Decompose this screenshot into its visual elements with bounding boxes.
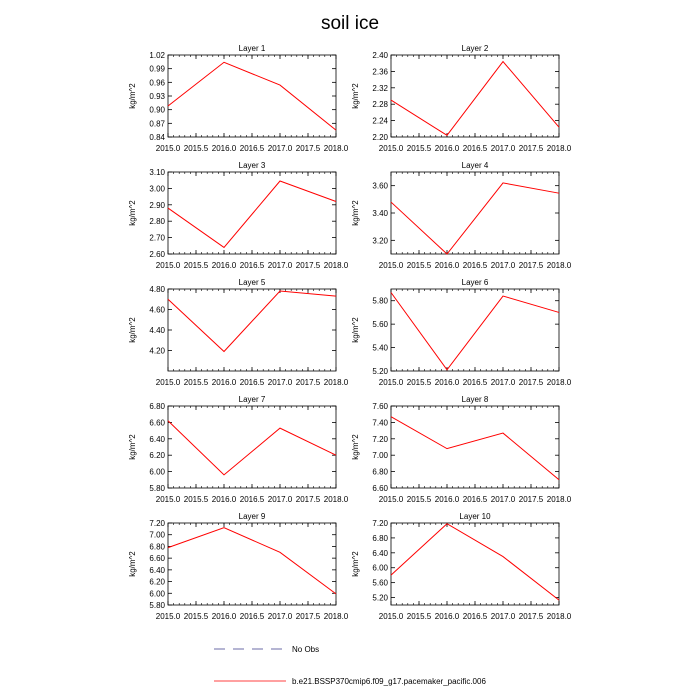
x-tick-label: 2015.5 (183, 495, 209, 504)
x-tick-label: 2017.0 (267, 378, 293, 387)
x-tick-label: 2016.5 (239, 261, 265, 270)
panels-group (128, 44, 572, 621)
x-tick-label: 2016.0 (434, 144, 460, 153)
x-tick-label: 2016.5 (462, 261, 488, 270)
x-tick-label: 2016.0 (211, 612, 237, 621)
series-line (168, 528, 336, 594)
x-tick-label: 2017.5 (518, 612, 544, 621)
y-tick-label: 3.40 (372, 209, 388, 218)
x-tick-label: 2018.0 (323, 612, 349, 621)
y-tick-label: 2.28 (372, 100, 388, 110)
y-tick-label: 7.20 (372, 434, 388, 444)
panel-layer-1 (128, 44, 349, 153)
x-tick-label: 2018.0 (546, 144, 572, 153)
panel-layer-10 (351, 512, 572, 621)
x-tick-label: 2017.5 (295, 612, 321, 621)
y-tick-label: 0.87 (149, 119, 165, 129)
x-tick-label: 2015.5 (406, 495, 432, 504)
y-tick-label: 5.80 (149, 484, 165, 493)
y-tick-label: 6.20 (149, 577, 165, 587)
x-tick-label: 2015.5 (406, 612, 432, 621)
x-tick-label: 2015.0 (155, 144, 181, 153)
y-tick-label: 4.60 (149, 305, 165, 315)
plot-frame (391, 523, 559, 605)
x-tick-label: 2017.5 (518, 495, 544, 504)
x-tick-label: 2015.0 (378, 378, 404, 387)
y-tick-label: 3.20 (372, 236, 388, 246)
y-tick-label: 0.93 (149, 92, 165, 101)
y-tick-label: 4.80 (149, 285, 165, 294)
series-line (391, 417, 559, 480)
y-axis-label: kg/m^2 (128, 83, 137, 109)
x-tick-label: 2018.0 (323, 495, 349, 504)
y-tick-label: 6.00 (149, 467, 165, 477)
x-tick-label: 2015.5 (183, 378, 209, 387)
y-tick-label: 2.24 (372, 116, 388, 126)
plot-frame (168, 172, 336, 254)
y-tick-label: 5.20 (372, 593, 388, 603)
x-tick-label: 2017.0 (490, 261, 516, 270)
x-tick-label: 2015.0 (378, 612, 404, 621)
x-tick-label: 2015.0 (155, 261, 181, 270)
panel-layer-3 (128, 161, 349, 270)
x-tick-label: 2015.5 (183, 612, 209, 621)
y-tick-label: 2.70 (149, 233, 165, 243)
x-tick-label: 2018.0 (323, 378, 349, 387)
plot-frame (391, 55, 559, 137)
y-tick-label: 6.00 (149, 589, 165, 599)
x-tick-label: 2015.0 (155, 495, 181, 504)
x-tick-label: 2015.5 (183, 144, 209, 153)
x-tick-label: 2016.5 (462, 612, 488, 621)
x-tick-label: 2016.0 (211, 261, 237, 270)
panel-layer-2 (351, 44, 572, 153)
y-tick-label: 6.80 (149, 542, 165, 552)
panel-layer-7 (128, 395, 349, 504)
plot-frame (168, 406, 336, 488)
series-line (391, 183, 559, 254)
x-tick-label: 2018.0 (546, 261, 572, 270)
y-tick-label: 5.60 (372, 578, 388, 588)
x-tick-label: 2015.0 (155, 378, 181, 387)
x-tick-label: 2017.5 (295, 378, 321, 387)
y-tick-label: 7.40 (372, 418, 388, 428)
y-axis-label: kg/m^2 (351, 200, 360, 226)
x-tick-label: 2016.0 (434, 378, 460, 387)
plot-frame (391, 406, 559, 488)
x-tick-label: 2016.5 (239, 144, 265, 153)
x-tick-label: 2016.5 (239, 612, 265, 621)
x-tick-label: 2017.0 (267, 612, 293, 621)
y-tick-label: 0.84 (149, 133, 165, 142)
x-tick-label: 2018.0 (546, 495, 572, 504)
y-tick-label: 6.80 (372, 467, 388, 477)
panel-title: Layer 9 (238, 512, 266, 521)
y-tick-label: 3.60 (372, 181, 388, 191)
x-tick-label: 2016.5 (462, 495, 488, 504)
y-tick-label: 5.20 (372, 367, 388, 376)
y-tick-label: 2.40 (372, 51, 388, 60)
panel-title: Layer 5 (238, 278, 266, 287)
plot-frame (168, 523, 336, 605)
x-tick-label: 2015.5 (406, 144, 432, 153)
y-tick-label: 6.40 (149, 434, 165, 444)
y-tick-label: 0.99 (149, 64, 165, 74)
y-tick-label: 1.02 (149, 51, 165, 60)
legend-model-label: b.e21.BSSP370cmip6.f09_g17.pacemaker_pacific.006 (292, 677, 486, 686)
plot-frame (168, 289, 336, 371)
y-axis-label: kg/m^2 (351, 434, 360, 460)
panel-layer-4 (351, 161, 572, 270)
x-tick-label: 2017.0 (490, 378, 516, 387)
x-tick-label: 2015.5 (183, 261, 209, 270)
y-tick-label: 6.60 (372, 484, 388, 493)
x-tick-label: 2016.5 (462, 378, 488, 387)
y-tick-label: 6.60 (149, 554, 165, 564)
panel-title: Layer 10 (459, 512, 491, 521)
series-line (168, 421, 336, 475)
x-tick-label: 2016.5 (239, 495, 265, 504)
series-line (391, 62, 559, 136)
x-tick-label: 2015.5 (406, 261, 432, 270)
x-tick-label: 2017.0 (267, 495, 293, 504)
x-tick-label: 2016.0 (211, 378, 237, 387)
panel-title: Layer 4 (461, 161, 489, 170)
y-tick-label: 7.20 (372, 519, 388, 528)
panel-layer-6 (351, 278, 572, 387)
x-tick-label: 2017.0 (490, 144, 516, 153)
y-tick-label: 4.20 (149, 346, 165, 356)
y-tick-label: 6.00 (372, 563, 388, 573)
x-tick-label: 2017.5 (518, 144, 544, 153)
series-line (168, 181, 336, 247)
x-tick-label: 2017.0 (490, 495, 516, 504)
x-tick-label: 2016.0 (434, 495, 460, 504)
x-tick-label: 2015.0 (155, 612, 181, 621)
series-line (168, 291, 336, 351)
y-tick-label: 6.60 (149, 418, 165, 428)
y-tick-label: 3.10 (149, 168, 165, 177)
x-tick-label: 2016.0 (211, 144, 237, 153)
y-axis-label: kg/m^2 (128, 551, 137, 577)
y-tick-label: 6.40 (372, 548, 388, 558)
y-tick-label: 3.00 (149, 184, 165, 194)
x-tick-label: 2018.0 (323, 144, 349, 153)
panel-layer-8 (351, 395, 572, 504)
panel-layer-5 (128, 278, 349, 387)
x-tick-label: 2017.0 (490, 612, 516, 621)
y-axis-label: kg/m^2 (351, 551, 360, 577)
panel-title: Layer 2 (461, 44, 489, 53)
y-tick-label: 7.20 (149, 519, 165, 528)
x-tick-label: 2015.0 (378, 495, 404, 504)
y-tick-label: 4.40 (149, 326, 165, 335)
panel-title: Layer 1 (238, 44, 266, 53)
y-tick-label: 2.32 (372, 83, 388, 93)
x-tick-label: 2017.0 (267, 261, 293, 270)
panel-title: Layer 8 (461, 395, 489, 404)
y-tick-label: 2.60 (149, 250, 165, 259)
x-tick-label: 2017.0 (267, 144, 293, 153)
x-tick-label: 2017.5 (518, 378, 544, 387)
y-tick-label: 5.40 (372, 343, 388, 353)
y-tick-label: 0.96 (149, 78, 165, 88)
series-line (391, 524, 559, 600)
x-tick-label: 2015.0 (378, 144, 404, 153)
y-tick-label: 6.40 (149, 565, 165, 575)
panel-title: Layer 6 (461, 278, 489, 287)
x-tick-label: 2018.0 (323, 261, 349, 270)
panel-title: Layer 3 (238, 161, 266, 170)
y-tick-label: 2.20 (372, 133, 388, 142)
figure-title: soil ice (320, 13, 380, 34)
x-tick-label: 2016.5 (239, 378, 265, 387)
y-axis-label: kg/m^2 (351, 317, 360, 343)
y-tick-label: 2.80 (149, 217, 165, 227)
x-tick-label: 2015.5 (406, 378, 432, 387)
legend-no-obs-label: No Obs (292, 645, 320, 654)
x-tick-label: 2017.5 (295, 495, 321, 504)
series-line (391, 293, 559, 370)
x-tick-label: 2017.5 (518, 261, 544, 270)
y-tick-label: 6.80 (149, 402, 165, 411)
y-tick-label: 2.36 (372, 67, 388, 77)
x-tick-label: 2016.0 (434, 612, 460, 621)
panel-title: Layer 7 (238, 395, 266, 404)
plot-frame (168, 55, 336, 137)
y-tick-label: 6.80 (372, 533, 388, 543)
y-tick-label: 2.90 (149, 200, 165, 210)
y-tick-label: 7.00 (372, 451, 388, 461)
x-tick-label: 2017.5 (295, 144, 321, 153)
x-tick-label: 2016.5 (462, 144, 488, 153)
y-tick-label: 6.20 (149, 451, 165, 461)
x-tick-label: 2016.0 (211, 495, 237, 504)
x-tick-label: 2018.0 (546, 612, 572, 621)
plot-frame (391, 172, 559, 254)
y-tick-label: 5.80 (372, 296, 388, 306)
y-tick-label: 7.00 (149, 530, 165, 540)
y-tick-label: 5.60 (372, 320, 388, 330)
x-tick-label: 2015.0 (378, 261, 404, 270)
x-tick-label: 2016.0 (434, 261, 460, 270)
y-tick-label: 5.80 (149, 601, 165, 610)
y-axis-label: kg/m^2 (351, 83, 360, 109)
panel-layer-9 (128, 512, 349, 621)
y-axis-label: kg/m^2 (128, 200, 137, 226)
x-tick-label: 2018.0 (546, 378, 572, 387)
x-tick-label: 2017.5 (295, 261, 321, 270)
y-tick-label: 7.60 (372, 402, 388, 411)
series-line (168, 62, 336, 130)
legend (214, 645, 486, 686)
y-tick-label: 0.90 (149, 105, 165, 115)
y-axis-label: kg/m^2 (128, 434, 137, 460)
y-axis-label: kg/m^2 (128, 317, 137, 343)
plot-frame (391, 289, 559, 371)
